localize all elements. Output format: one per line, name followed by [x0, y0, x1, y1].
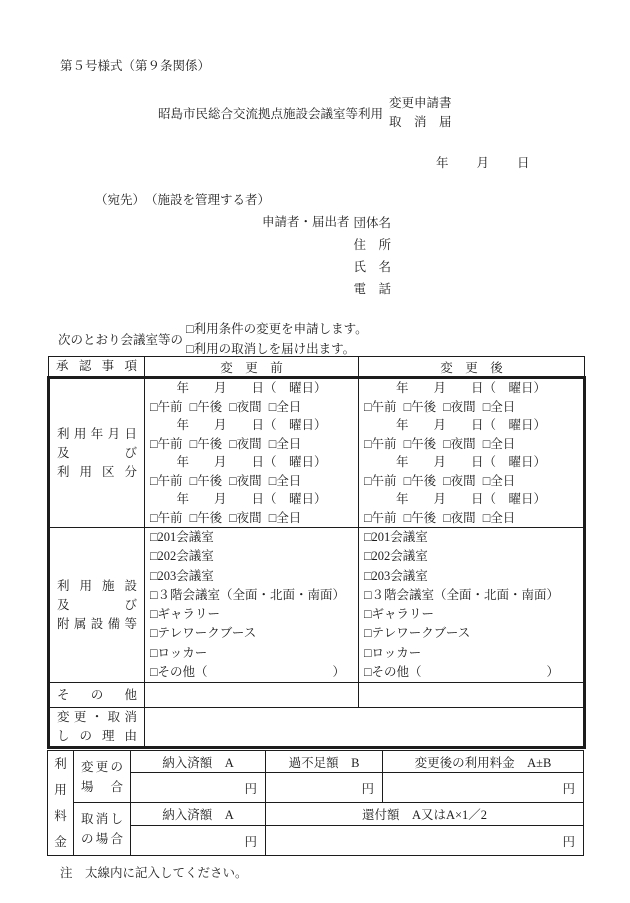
facility-option-other[interactable]: □その他（ ） — [364, 664, 560, 679]
field-label-address[interactable]: 住 所 — [353, 238, 392, 252]
title-cancellation-notice: 取 消 届 — [389, 115, 452, 129]
fee-group-label — [48, 751, 74, 856]
unit-yen: 円 — [244, 834, 257, 849]
date-blank-top[interactable]: 年 月 日 — [436, 156, 531, 170]
date-blank-line[interactable]: 年 月 日（ 曜日） — [176, 455, 327, 469]
facility-option-202[interactable]: □202会議室 — [364, 549, 428, 564]
usage-slot — [145, 416, 358, 453]
fee-value-refund[interactable] — [266, 826, 584, 856]
date-blank-line[interactable]: 年 月 日（ 曜日） — [395, 381, 546, 395]
checkbox-evening[interactable]: □夜間 — [443, 399, 476, 414]
usage-kubun-line — [145, 435, 358, 454]
usage-kubun-line — [145, 472, 358, 491]
other-row-label — [49, 683, 145, 708]
form-title-main: 昭島市民総合交流拠点施設会議室等利用 — [158, 107, 384, 121]
checkbox-allday[interactable]: □全日 — [268, 473, 302, 488]
facility-label-line: 附属設備等 — [57, 616, 137, 631]
facility-option-203[interactable]: □203会議室 — [364, 568, 428, 583]
case-change-label — [74, 751, 131, 803]
facility-option-203[interactable]: □203会議室 — [150, 568, 214, 583]
case-label-line: 場合 — [81, 779, 123, 794]
facility-option-3f[interactable]: □３階会議室（全面・北面・南面） — [364, 587, 560, 602]
fee-group-char: 料 — [54, 809, 67, 823]
intro-block — [58, 319, 368, 359]
other-before-cell[interactable] — [145, 683, 359, 708]
reason-label-line: 変更・取消 — [57, 710, 137, 724]
fee-header-paid-amount-cancel: 納入済額 A — [131, 803, 266, 826]
usage-kubun-line — [145, 509, 358, 528]
fee-header-new-fee: 変更後の利用料金 A±B — [383, 751, 584, 773]
usage-slot — [359, 453, 583, 490]
checkbox-morning[interactable]: □午前 — [150, 510, 183, 525]
checkbox-morning[interactable]: □午前 — [364, 399, 397, 414]
usage-slot — [145, 490, 358, 527]
form-sheet — [47, 356, 583, 881]
fee-header-refund: 還付額 A又はA×1／2 — [266, 803, 584, 826]
header-after-change: 変 更 後 — [359, 357, 585, 378]
checkbox-evening[interactable]: □夜間 — [229, 399, 262, 414]
checkbox-afternoon[interactable]: □午後 — [189, 473, 223, 488]
checkbox-evening[interactable]: □夜間 — [443, 473, 476, 488]
usage-label-line: 利用区分 — [57, 464, 137, 479]
date-blank-line[interactable]: 年 月 日（ 曜日） — [176, 381, 327, 395]
reason-label-line: しの理由 — [57, 729, 137, 743]
checkbox-allday[interactable]: □全日 — [482, 473, 516, 488]
checkbox-allday[interactable]: □全日 — [482, 510, 516, 525]
usage-row-label — [49, 378, 145, 528]
checkbox-morning[interactable]: □午前 — [364, 473, 397, 488]
checkbox-afternoon[interactable]: □午後 — [403, 399, 437, 414]
checkbox-afternoon[interactable]: □午後 — [403, 436, 437, 451]
usage-kubun-line — [145, 398, 358, 417]
checkbox-evening[interactable]: □夜間 — [443, 436, 476, 451]
applicant-fields — [354, 212, 392, 300]
field-label-name[interactable]: 氏 名 — [353, 260, 392, 274]
fee-value-balance[interactable] — [266, 773, 383, 803]
applicant-label: 申請者・届出者 — [262, 215, 350, 229]
case-label-line: の場合 — [81, 832, 123, 846]
unit-yen: 円 — [244, 781, 257, 796]
usage-kubun-line — [359, 509, 583, 528]
usage-slot — [145, 453, 358, 490]
date-blank-line[interactable]: 年 月 日（ 曜日） — [395, 455, 546, 469]
facility-before-cell — [145, 528, 359, 683]
checkbox-afternoon[interactable]: □午後 — [189, 399, 223, 414]
main-table — [47, 356, 586, 749]
reason-cell[interactable] — [145, 708, 585, 748]
checkbox-evening[interactable]: □夜間 — [229, 510, 262, 525]
fee-group-char: 金 — [54, 835, 67, 849]
checkbox-cancel-notice[interactable]: □利用の取消しを届け出ます。 — [186, 342, 356, 356]
fee-value-new-fee[interactable] — [383, 773, 584, 803]
checkbox-afternoon[interactable]: □午後 — [403, 510, 437, 525]
other-label-line: その他 — [57, 687, 137, 702]
unit-yen: 円 — [562, 781, 575, 796]
form-title-block — [158, 94, 452, 132]
facility-option-telework[interactable]: □テレワークブース — [364, 626, 471, 641]
fee-value-paid-cancel[interactable] — [131, 826, 266, 856]
other-after-cell[interactable] — [359, 683, 585, 708]
date-blank-line[interactable]: 年 月 日（ 曜日） — [395, 492, 546, 506]
fee-table — [47, 750, 584, 856]
date-blank-line[interactable]: 年 月 日（ 曜日） — [395, 418, 546, 432]
checkbox-morning[interactable]: □午前 — [150, 399, 183, 414]
header-approved-items: 承認事項 — [49, 357, 145, 378]
checkbox-evening[interactable]: □夜間 — [443, 510, 476, 525]
facility-option-other[interactable]: □その他（ ） — [150, 664, 346, 679]
checkbox-change-request[interactable]: □利用条件の変更を申請します。 — [186, 322, 368, 336]
usage-kubun-line — [359, 435, 583, 454]
form-number: 第５号様式（第９条関係） — [60, 59, 211, 73]
usage-slot — [359, 379, 583, 416]
case-label-line: 取消し — [81, 812, 123, 826]
usage-slot — [359, 490, 583, 527]
reason-row-label — [49, 708, 145, 748]
checkbox-morning[interactable]: □午前 — [364, 510, 397, 525]
checkbox-afternoon[interactable]: □午後 — [403, 473, 437, 488]
checkbox-allday[interactable]: □全日 — [268, 436, 302, 451]
applicant-block — [262, 212, 391, 300]
facility-label-line: 利用施設 — [57, 578, 137, 593]
intro-label: 次のとおり会議室等の — [58, 333, 184, 347]
usage-before-cell — [145, 378, 359, 528]
checkbox-allday[interactable]: □全日 — [482, 399, 516, 414]
header-before-change: 変 更 前 — [145, 357, 359, 378]
form-title-sub — [389, 94, 452, 132]
checkbox-allday[interactable]: □全日 — [482, 436, 516, 451]
facility-after-cell — [359, 528, 585, 683]
checkbox-afternoon[interactable]: □午後 — [189, 510, 223, 525]
facility-option-202[interactable]: □202会議室 — [150, 549, 214, 564]
fee-header-paid-amount: 納入済額 A — [131, 751, 266, 773]
field-label-phone[interactable]: 電 話 — [353, 282, 392, 296]
checkbox-morning[interactable]: □午前 — [150, 436, 183, 451]
addressee-line: （宛先） （施設を管理する者） — [95, 193, 271, 207]
date-blank-line[interactable]: 年 月 日（ 曜日） — [176, 418, 327, 432]
facility-option-locker[interactable]: □ロッカー — [364, 645, 422, 660]
facility-option-telework[interactable]: □テレワークブース — [150, 626, 257, 641]
unit-yen: 円 — [361, 781, 374, 796]
fee-value-paid-change[interactable] — [131, 773, 266, 803]
field-label-organization[interactable]: 団体名 — [353, 216, 392, 230]
facility-row-label — [49, 528, 145, 683]
facility-option-gallery[interactable]: □ギャラリー — [150, 607, 221, 621]
usage-after-cell — [359, 378, 585, 528]
checkbox-allday[interactable]: □全日 — [268, 399, 302, 414]
title-change-application: 変更申請書 — [389, 96, 452, 110]
facility-option-3f[interactable]: □３階会議室（全面・北面・南面） — [150, 587, 346, 602]
checkbox-morning[interactable]: □午前 — [364, 436, 397, 451]
case-label-line: 変更の — [81, 759, 123, 774]
facility-option-gallery[interactable]: □ギャラリー — [364, 607, 435, 621]
case-cancel-label — [74, 803, 131, 856]
usage-label-line: 利用年月日 — [57, 426, 137, 441]
facility-label-line: 及び — [57, 597, 137, 612]
checkbox-allday[interactable]: □全日 — [268, 510, 302, 525]
fee-group-char: 用 — [54, 783, 67, 797]
checkbox-morning[interactable]: □午前 — [150, 473, 183, 488]
facility-option-201[interactable]: □201会議室 — [364, 530, 428, 544]
facility-option-201[interactable]: □201会議室 — [150, 530, 214, 544]
checkbox-evening[interactable]: □夜間 — [229, 473, 262, 488]
usage-slot — [145, 379, 358, 416]
usage-slot — [359, 416, 583, 453]
fee-group-char: 利 — [54, 757, 67, 771]
checkbox-afternoon[interactable]: □午後 — [189, 436, 223, 451]
usage-kubun-line — [359, 472, 583, 491]
fee-header-balance: 過不足額 B — [266, 751, 383, 773]
facility-option-locker[interactable]: □ロッカー — [150, 645, 208, 660]
usage-kubun-line — [359, 398, 583, 417]
date-blank-line[interactable]: 年 月 日（ 曜日） — [176, 492, 327, 506]
checkbox-evening[interactable]: □夜間 — [229, 436, 262, 451]
note-text: 注 太線内に記入してください。 — [60, 866, 248, 880]
unit-yen: 円 — [562, 834, 575, 849]
usage-label-line: 及び — [57, 445, 137, 460]
